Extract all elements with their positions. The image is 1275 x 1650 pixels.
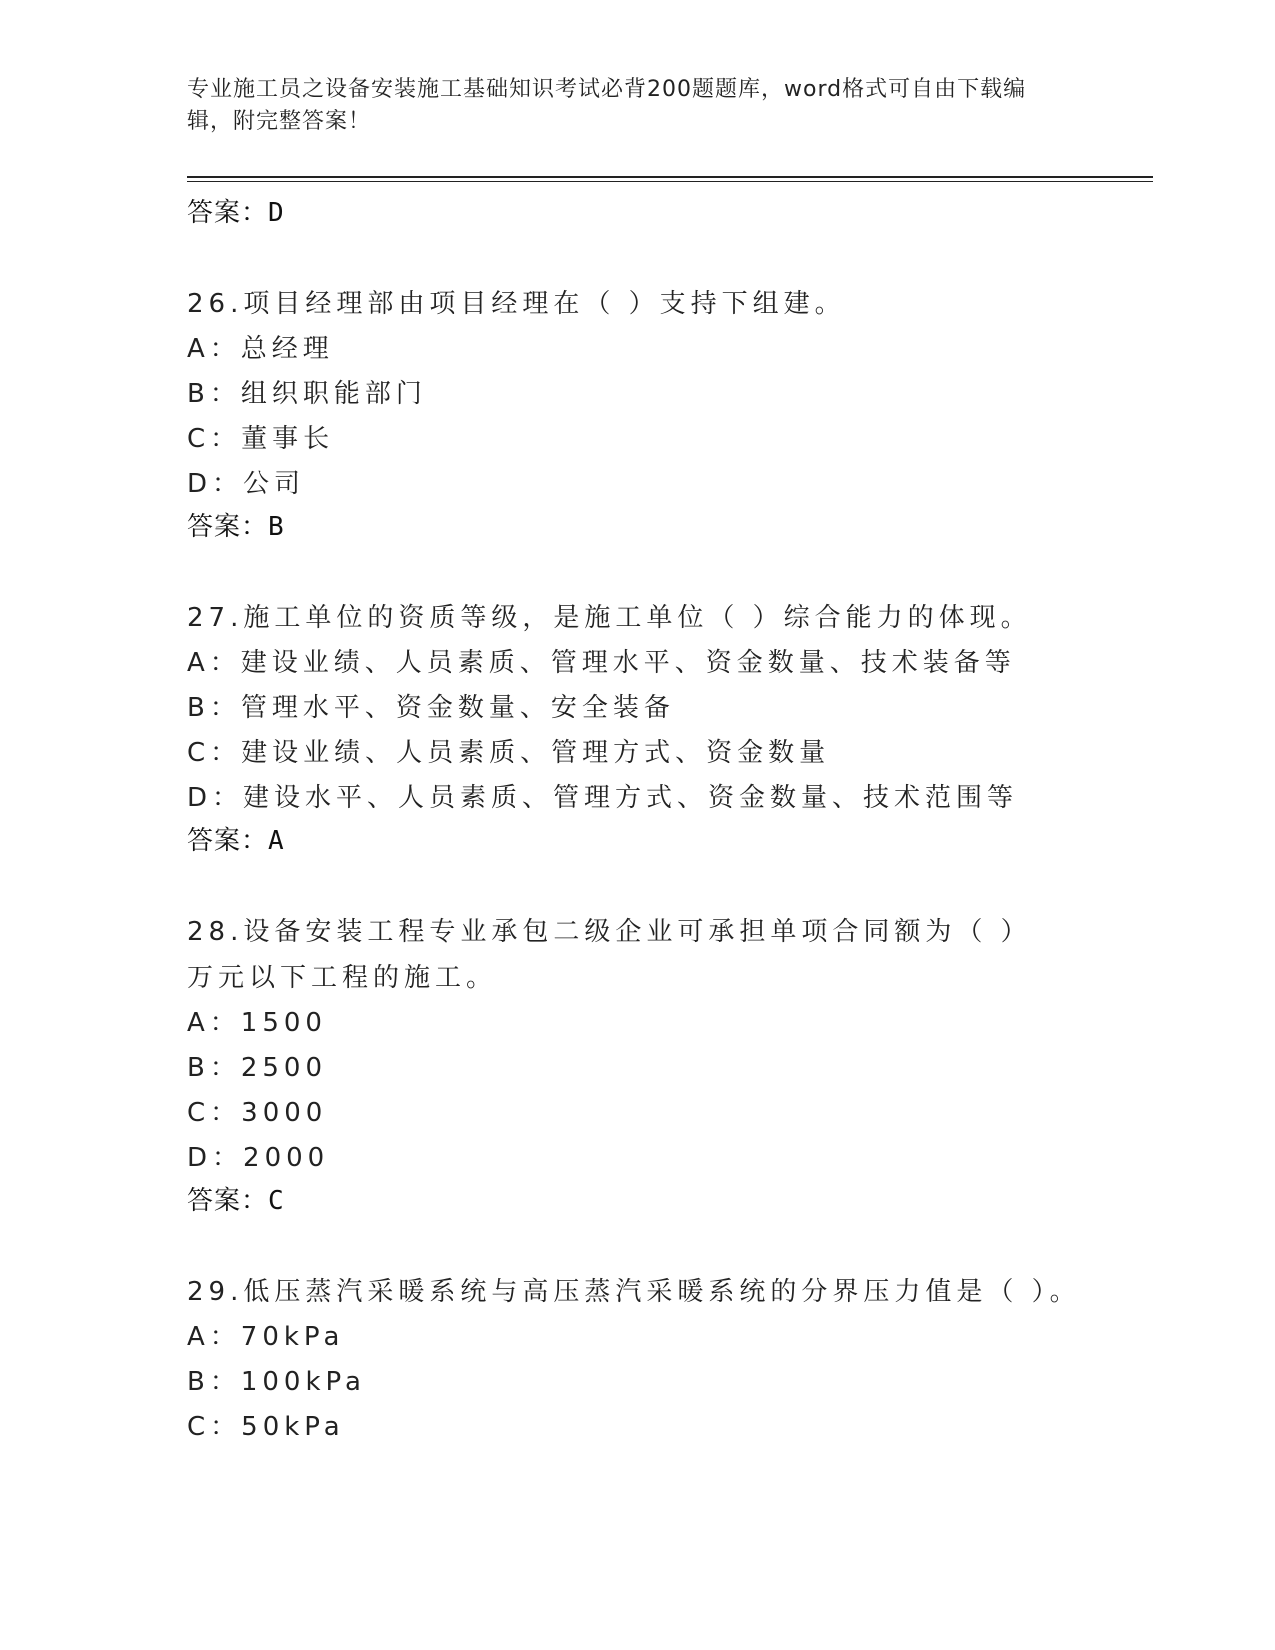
option-a: A：70kPa bbox=[187, 1322, 345, 1352]
answer-line: 答案：B bbox=[187, 512, 285, 542]
option-b: B：管理水平、资金数量、安全装备 bbox=[187, 693, 675, 723]
question-text: 27.施工单位的资质等级，是施工单位（ ）综合能力的体现。 bbox=[187, 603, 1032, 633]
option-b: B：组织职能部门 bbox=[187, 379, 427, 409]
option-c: C：董事长 bbox=[187, 424, 335, 454]
question-29 bbox=[187, 1269, 1087, 1450]
answer-line: 答案：C bbox=[187, 1186, 285, 1216]
option-c: C：3000 bbox=[187, 1098, 328, 1128]
option-d: D：2000 bbox=[187, 1143, 330, 1173]
previous-answer: 答案：D bbox=[187, 198, 285, 228]
question-27 bbox=[187, 595, 1087, 861]
page-header: 专业施工员之设备安装施工基础知识考试必背200题题库，word格式可自由下载编辑，附完整答案！ bbox=[187, 77, 1027, 134]
question-text: 26.项目经理部由项目经理在（ ）支持下组建。 bbox=[187, 289, 846, 319]
option-b: B：100kPa bbox=[187, 1367, 366, 1397]
question-26 bbox=[187, 281, 1087, 547]
option-a: A：1500 bbox=[187, 1008, 327, 1038]
option-a: A：总经理 bbox=[187, 334, 334, 364]
question-text: 28.设备安装工程专业承包二级企业可承担单项合同额为（ ）万元以下工程的施工。 bbox=[187, 917, 1032, 993]
question-28 bbox=[187, 909, 1087, 1221]
option-d: D：公司 bbox=[187, 469, 306, 499]
option-c: C：建设业绩、人员素质、管理方式、资金数量 bbox=[187, 738, 831, 768]
option-d: D：建设水平、人员素质、管理方式、资金数量、技术范围等 bbox=[187, 783, 1019, 813]
answer-line: 答案：A bbox=[187, 826, 285, 856]
question-text: 29.低压蒸汽采暖系统与高压蒸汽采暖系统的分界压力值是（ ）。 bbox=[187, 1277, 1081, 1307]
header-divider bbox=[187, 176, 1153, 178]
option-c: C：50kPa bbox=[187, 1412, 345, 1442]
option-a: A：建设业绩、人员素质、管理水平、资金数量、技术装备等 bbox=[187, 648, 1016, 678]
header-divider-thin bbox=[187, 181, 1153, 182]
option-b: B：2500 bbox=[187, 1053, 328, 1083]
question-list bbox=[187, 193, 1087, 1450]
